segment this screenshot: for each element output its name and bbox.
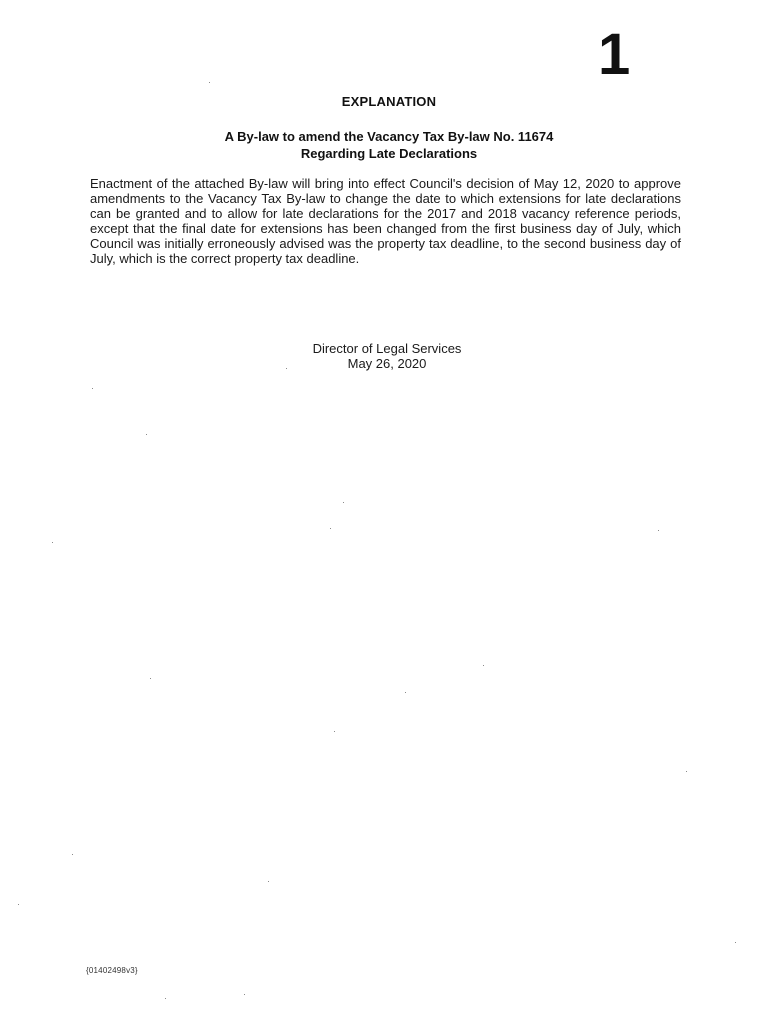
scan-speck xyxy=(209,82,210,83)
scan-speck xyxy=(244,994,245,995)
scan-speck xyxy=(658,530,659,531)
scan-speck xyxy=(286,368,287,369)
page-number: 1 xyxy=(598,22,631,87)
signature-block xyxy=(0,341,770,371)
scan-speck xyxy=(405,692,406,693)
scan-speck xyxy=(146,434,147,435)
title-line-1: A By-law to amend the Vacancy Tax By-law No. 11674 xyxy=(224,129,554,144)
title-line-2: Regarding Late Declarations xyxy=(300,146,478,161)
scan-speck xyxy=(330,528,331,529)
scan-speck xyxy=(268,881,269,882)
scan-speck xyxy=(483,665,484,666)
document-code: {01402498v3} xyxy=(86,966,138,975)
document-title xyxy=(4,128,770,162)
scan-speck xyxy=(343,502,344,503)
scan-speck xyxy=(686,771,687,772)
body-paragraph: Enactment of the attached By-law will bring into effect Council's decision of May 12, 2020 to approve amendments to the Vacancy Tax By-law to change the date to which extensions for late declarations can be granted and to allow for late declarations for the 2017 and 2018 vacancy reference periods, except that the final date for extensions has been changed from the first business day of July, which Council was initially erroneously advised was the property tax deadline, to the second business day of July, which is the correct property tax deadline. xyxy=(90,176,681,266)
scan-speck xyxy=(165,998,166,999)
scan-speck xyxy=(52,542,53,543)
scan-speck xyxy=(150,678,151,679)
scan-speck xyxy=(334,731,335,732)
signature-title: Director of Legal Services xyxy=(312,341,462,356)
scan-speck xyxy=(735,942,736,943)
scan-speck xyxy=(72,854,73,855)
signature-date: May 26, 2020 xyxy=(347,356,427,371)
scan-speck xyxy=(92,388,93,389)
scan-speck xyxy=(18,904,19,905)
document-heading: EXPLANATION xyxy=(341,94,437,109)
